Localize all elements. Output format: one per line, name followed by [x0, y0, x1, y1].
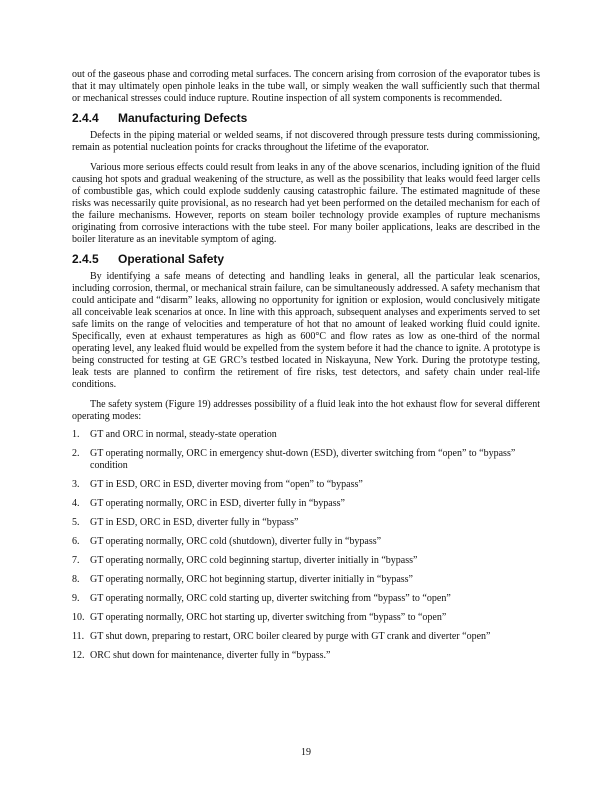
list-item [72, 631, 540, 643]
body-paragraph: Defects in the piping material or welded seams, if not discovered through pressure tests during commissioning, remain as potential nucleation points for cracks throughout the lifetime of the evaporator. [72, 130, 540, 153]
list-text: ORC shut down for maintenance, diverter fully in “bypass.” [90, 650, 331, 661]
list-text: GT operating normally, ORC cold beginning startup, diverter initially in “bypass” [90, 555, 418, 566]
list-number: 7. [72, 555, 80, 566]
list-item [72, 479, 540, 491]
list-text: GT in ESD, ORC in ESD, diverter fully in “bypass” [90, 517, 299, 528]
body-paragraph: Various more serious effects could result from leaks in any of the above scenarios, including ignition of the fluid causing hot spots and gradual weakening of the structure, as well as the possibility that leaks would feed larger cells of combustible gas, which could explode suddenly causing catastrophic failure. The estimated magnitude of these risks was necessarily quite provisional, as no research had yet been performed on the detailed mechanism for each of the failure mechanisms. However, reports on steam boiler technology provide examples of rupture mechanisms originating from corrosive interactions with the tube steel. For many boiler applications, leaks are described in the boiler literature as an inevitable symptom of aging. [72, 162, 540, 245]
list-item [72, 650, 540, 662]
list-item [72, 536, 540, 548]
section-heading-2-4-4 [72, 111, 540, 125]
operating-modes-list [72, 429, 540, 662]
list-number: 10. [72, 612, 85, 623]
section-number: 2.4.5 [72, 252, 99, 266]
list-text: GT shut down, preparing to restart, ORC boiler cleared by purge with GT crank and diverter “open” [90, 631, 491, 642]
document-page [72, 69, 540, 669]
intro-paragraph: out of the gaseous phase and corroding metal surfaces. The concern arising from corrosion of the evaporator tubes is that it may ultimately open pinhole leaks in the tube wall, or simply weaken the wall sufficiently such that thermal or mechanical stresses could induce rupture. Routine inspection of all system components is recommended. [72, 69, 540, 104]
section-number: 2.4.4 [72, 111, 99, 125]
list-item [72, 593, 540, 605]
list-text: GT operating normally, ORC hot starting up, diverter switching from “bypass” to “open” [90, 612, 447, 623]
list-number: 11. [72, 631, 85, 642]
list-text: GT operating normally, ORC in emergency shut-down (ESD), diverter switching from “open” to “bypass” condition [90, 448, 516, 471]
list-number: 9. [72, 593, 80, 604]
list-number: 2. [72, 448, 80, 459]
list-text: GT operating normally, ORC cold starting up, diverter switching from “bypass” to “open” [90, 593, 451, 604]
list-text: GT and ORC in normal, steady-state operation [90, 429, 277, 440]
list-text: GT operating normally, ORC hot beginning startup, diverter initially in “bypass” [90, 574, 413, 585]
list-text: GT operating normally, ORC cold (shutdown), diverter fully in “bypass” [90, 536, 382, 547]
list-number: 8. [72, 574, 80, 585]
body-paragraph: The safety system (Figure 19) addresses possibility of a fluid leak into the hot exhaust flow for several different operating modes: [72, 399, 540, 422]
list-number: 12. [72, 650, 85, 661]
list-number: 4. [72, 498, 80, 509]
list-item [72, 429, 540, 441]
section-title: Operational Safety [118, 252, 225, 266]
list-number: 6. [72, 536, 80, 547]
list-item [72, 517, 540, 529]
list-number: 3. [72, 479, 80, 490]
list-item [72, 555, 540, 567]
list-item [72, 448, 540, 472]
list-number: 5. [72, 517, 80, 528]
section-heading-2-4-5 [72, 252, 540, 266]
list-text: GT operating normally, ORC in ESD, diverter fully in “bypass” [90, 498, 345, 509]
list-item [72, 574, 540, 586]
list-item [72, 612, 540, 624]
list-number: 1. [72, 429, 80, 440]
body-paragraph: By identifying a safe means of detecting and handling leaks in general, all the particular leak scenarios, including corrosion, thermal, or mechanical strain failure, can be simultaneously addressed. A safety mechanism that could anticipate and “disarm” leaks, allowing no opportunity for ignition or explosion, would conclusively mitigate all conceivable leak scenarios at once. In line with this approach, subsequent analyses and experiments served to set safe limits on the range of velocities and temperature of hot that no amount of leaked working fluid could ignite. Specifically, even at exhaust temperatures as high as 600°C and flow rates as low as one-third of the normal operating level, any leaked fluid would be expelled from the system before it had the chance to ignite. A prototype is being constructed for testing at GE GRC’s testbed located in Niskayuna, New York. During the prototype testing, leak tests are planned to confirm the retirement of fire risks, test detectors, and safety chain under real-life conditions. [72, 271, 540, 390]
page-number: 19 [301, 747, 311, 758]
section-title: Manufacturing Defects [118, 111, 248, 125]
list-text: GT in ESD, ORC in ESD, diverter moving from “open” to “bypass” [90, 479, 363, 490]
list-item [72, 498, 540, 510]
